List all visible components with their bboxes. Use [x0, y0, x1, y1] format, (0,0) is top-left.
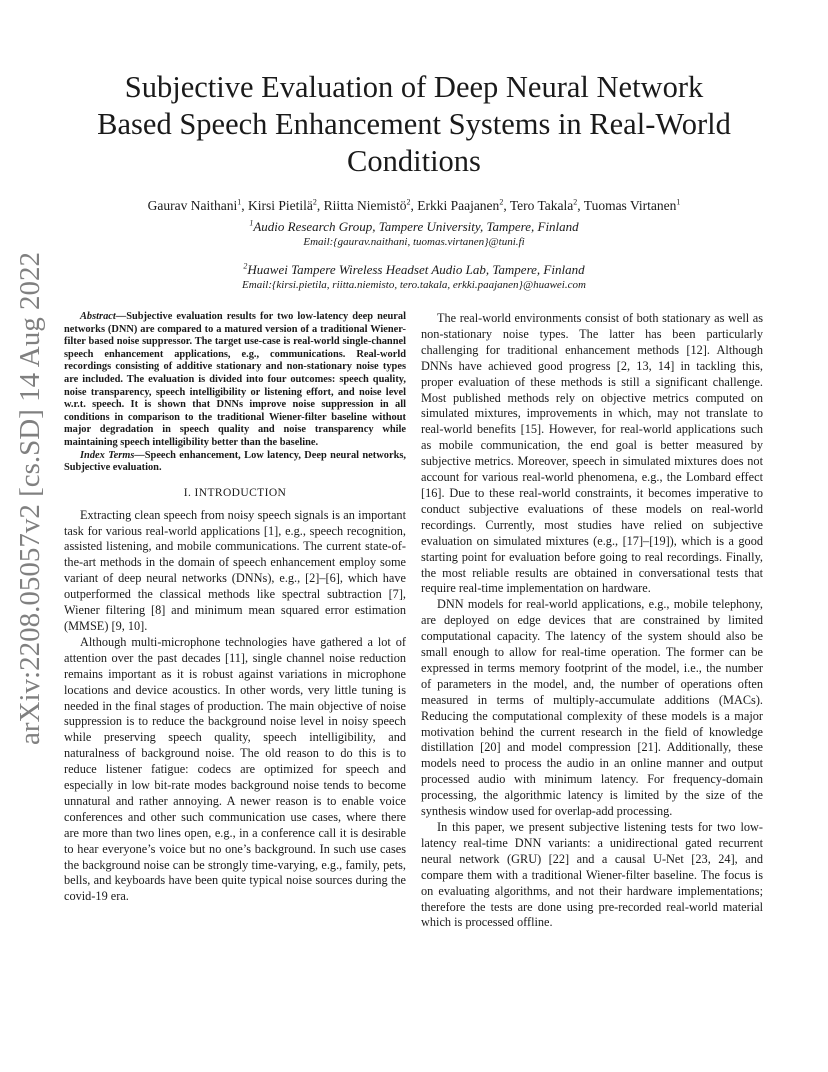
affiliation-name: Huawei Tampere Wireless Headset Audio Lab, Tampere, Finland — [247, 262, 585, 277]
affiliation-2-email: Email:{kirsi.pietila, riitta.niemisto, tero.takala, erkki.paajanen}@huawei.com — [242, 279, 586, 291]
affiliation-mark: 2 — [243, 261, 248, 271]
affiliation-name: Audio Research Group, Tampere University, Tampere, Finland — [253, 219, 579, 234]
body-paragraph: Although multi-microphone technologies have gathered a lot of attention over the past decades [11], single channel noise reduction remains important as it is robust against variations in microphone locations and device acoustics. In other words, very little tuning is needed in the final stages of production. The main objective of noise suppression is to reduce the background noise level in noisy speech while preserving speech quality, speech intelligibility, and naturalness of background noise. The old reason to do this is to reduce listener fatigue: codecs are optimized for speech and especially in low bit-rate modes background noise tends to become unnatural and rather annoying. A newer reason is to enable voice conferences and other such communication use cases, where there are more than two lines open, e.g., in a conference call it is desirable to hear everyone’s voice but no one’s background. In such use cases the background noise can be strongly time-varying, e.g., family, pets, bells, and keyboards have been quite typical noise sources during the covid-19 era. — [64, 634, 406, 904]
author-name: Riitta Niemistö — [323, 198, 407, 213]
body-paragraph: In this paper, we present subjective listening tests for two low-latency real-time DNN variants: a unidirectional gated recurrent neural network (GRU) [22] and a causal U-Net [23, 24], and compare them with a traditional Wiener-filter baseline. The focus is on evaluating algorithms, and not their hardware implementations; therefore the tests are done using pre-recorded real-world material which is processed offline. — [421, 820, 763, 930]
right-column — [421, 311, 763, 931]
author-name: Kirsi Pietilä — [247, 198, 313, 213]
affiliation-mark: 1 — [249, 218, 254, 228]
author-affiliation-mark: 1 — [676, 197, 681, 207]
title-line: Conditions — [347, 144, 481, 178]
paper-title — [50, 69, 778, 180]
affiliation-1 — [80, 219, 748, 235]
author-affiliation-mark: 2 — [406, 197, 411, 207]
author-affiliation-mark: 1 — [237, 197, 242, 207]
author-affiliation-mark: 2 — [573, 197, 578, 207]
author-name: Tuomas Virtanen — [583, 198, 677, 213]
body-paragraph: The real-world environments consist of both stationary as well as non-stationary noise types. The latter has been particularly challenging for traditional enhancement methods [12]. Although DNNs have achieved good progress [2, 13, 14] in tackling this, proper evaluation of these methods is still a significant challenge. Most published methods rely on objective metrics computed on simulated mixtures, improvements in which, may not translate to real-world benefits [15]. However, for real-world applications such as mobile communication, the end goal is better measured by subjective metrics. Moreover, speech in simulated mixtures does not account for various real-world phenomena, e.g., the Lombard effect [16]. Due to these real-world constraints, it becomes imperative to conduct subjective evaluations of these models on real-world recordings. Currently, most studies have relied on subjective evaluation on simulated mixtures (e.g., [17]–[19]), which is a good starting point for evaluation before going to real recordings. Finally, the most reliable results are obtained in conversational tests that require real-time implementation on hardware. — [421, 311, 763, 596]
affiliation-2 — [80, 262, 748, 278]
abstract — [64, 311, 406, 450]
abstract-text: Subjective evaluation results for two low-latency deep neural networks (DNN) are compared to a matured version of a traditional Wiener-filter based noise suppressor. The target use-case is real-world single-channel speech enhancement applications, e.g., communications. Real-world recordings consisting of additive stationary and non-stationary noise types are included. The evaluation is divided into four outcomes: speech quality, noise transparency, speech intelligibility or listening effort, and noise level w.r.t. speech. It is shown that DNNs improve noise suppression in all conditions in comparison to the traditional Wiener-filter baseline without major degradation in speech quality and noise transparency while maintaining speech intelligibility better than the baseline. — [64, 311, 406, 448]
left-column — [64, 311, 406, 905]
index-terms-text: Speech enhancement, Low latency, Deep neural networks, Subjective evaluation. — [64, 449, 406, 474]
author-list: Gaurav Naithani$^1$, Kirsi Pietilä$^2$, Riitta Niemistö$^2$, Erkki Paajanen$^2$, Tero Takala$^2$, Tuomas Virtanen$^1$ — [147, 197, 681, 213]
title-line: Subjective Evaluation of Deep Neural Network — [124, 70, 704, 104]
author-name: Erkki Paajanen — [417, 198, 500, 213]
section-heading: I. INTRODUCTION — [183, 486, 287, 499]
affiliation-1-email: Email:{gaurav.naithani, tuomas.virtanen}@tuni.fi — [303, 236, 525, 248]
index-terms — [64, 450, 406, 475]
body-paragraph: DNN models for real-world applications, e.g., mobile telephony, are deployed on edge devices that are constrained by limited computational capacity. The latency of the system should also be small enough to allow for real-time operation. The former can be expressed in terms memory footprint of the model, i.e., the number of parameters in the model, and, the number of operations often measured in terms of multiply-accumulate additions (MACs). Reducing the computational complexity of these models is a major motivation behind the current research in the field of knowledge distillation [20] and model compression [21]. Additionally, these models need to process the audio in an online manner and output processed audio with minimum latency. For frequency-domain processing, the algorithmic latency is limited by the size of the synthesis window used for overlap-add processing. — [421, 597, 763, 819]
author-affiliation-mark: 2 — [499, 197, 504, 207]
body-paragraph: Extracting clean speech from noisy speech signals is an important task for various real-world applications [1], e.g., speech recognition, assisted listening, and mobile communications. The current state-of-the-art methods in the domain of speech enhancement employ some variant of deep neural networks (DNNs), e.g., [2]–[6], which have outperformed the classical methods like spectral subtraction [7], Wiener filtering [8] and minimum mean squared error estimation (MMSE) [9, 10]. — [64, 507, 406, 633]
arxiv-identifier: arXiv:2208.05057v2 [cs.SD] 14 Aug 2022 — [14, 252, 46, 745]
author-name: Tero Takala — [509, 198, 574, 213]
author-affiliation-mark: 2 — [312, 197, 317, 207]
author-name: Gaurav Naithani — [147, 198, 238, 213]
title-line: Based Speech Enhancement Systems in Real-World — [97, 107, 731, 141]
abstract-label: Abstract— — [80, 311, 127, 322]
index-terms-label: Index Terms— — [80, 449, 145, 461]
